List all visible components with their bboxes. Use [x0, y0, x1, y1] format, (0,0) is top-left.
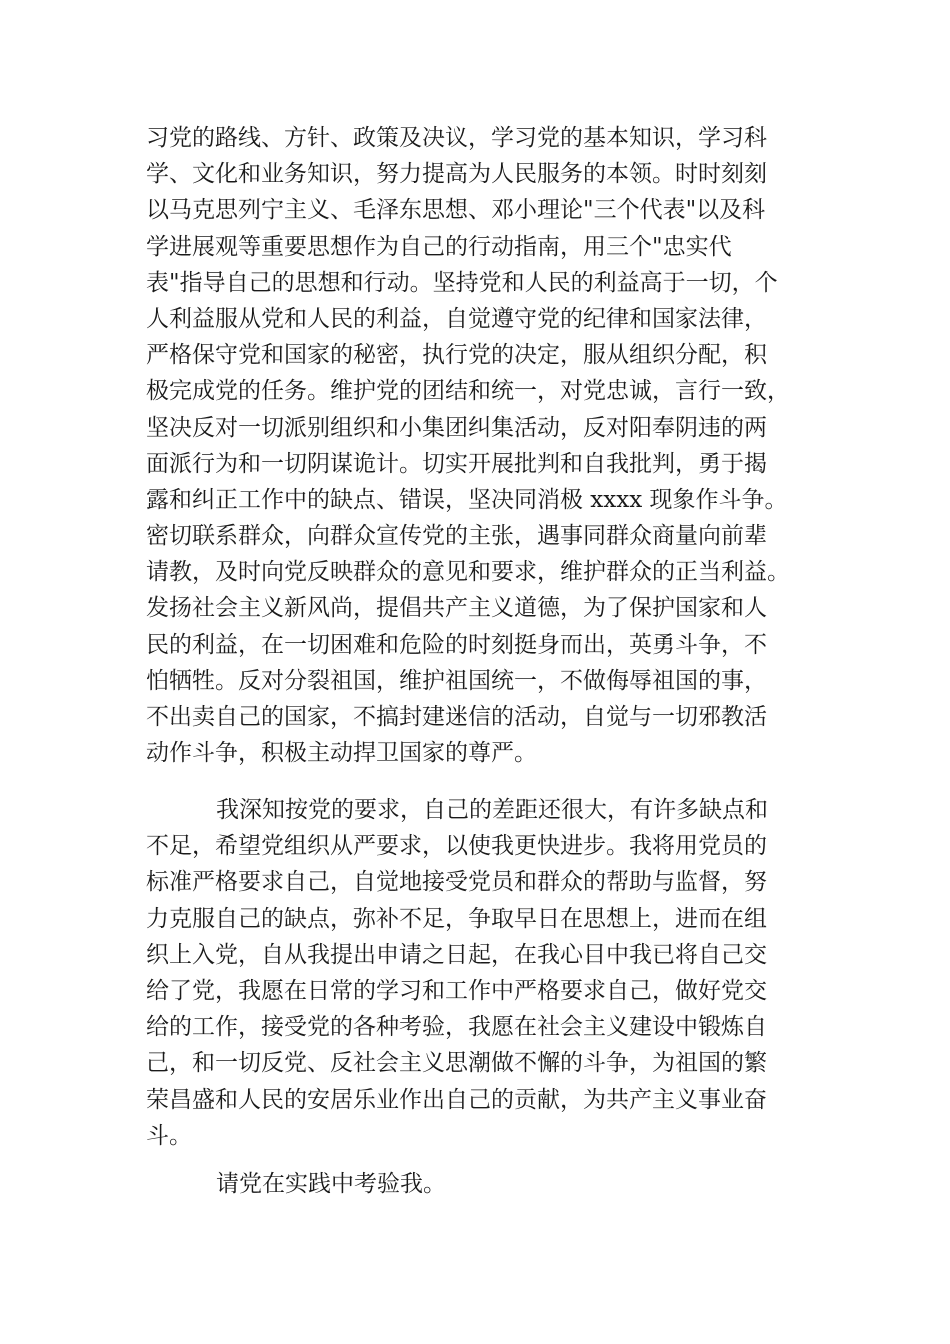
- text-line: 给的工作，接受党的各种考验，我愿在社会主义建设中锻炼自: [146, 1014, 767, 1041]
- text-line: 习党的路线、方针、政策及决议，学习党的基本知识，学习科: [146, 125, 767, 151]
- text-line: 力克服自己的缺点，弥补不足，争取早日在思想上，进而在组: [146, 905, 767, 932]
- text-line: 密切联系群众，向群众宣传党的主张，遇事同群众商量向前辈: [146, 523, 767, 550]
- text-line: 面派行为和一切阴谋诡计。切实开展批判和自我批判，勇于揭: [146, 450, 767, 477]
- text-line: 人利益服从党和人民的利益，自觉遵守党的纪律和国家法律，: [146, 305, 767, 332]
- text-line: 露和纠正工作中的缺点、错误，坚决同消极 xxxx 现象作斗争。: [146, 486, 788, 513]
- text-line: 学、文化和业务知识，努力提高为人民服务的本领。时时刻刻: [146, 161, 767, 188]
- text-line: 学进展观等重要思想作为自己的行动指南，用三个"忠实代: [146, 233, 732, 260]
- text-line: 荣昌盛和人民的安居乐业作出自己的贡献，为共产主义事业奋: [146, 1086, 767, 1113]
- text-line: 坚决反对一切派别组织和小集团纠集活动，反对阳奉阴违的两: [146, 414, 767, 441]
- text-line: 极完成党的任务。维护党的团结和统一，对党忠诚，言行一致，: [146, 378, 790, 405]
- text-line: 以马克思列宁主义、毛泽东思想、邓小理论"三个代表"以及科: [146, 197, 766, 224]
- text-line: 织上入党，自从我提出申请之日起，在我心目中我已将自己交: [146, 941, 767, 968]
- text-line: 怕牺牲。反对分裂祖国，维护祖国统一，不做侮辱祖国的事，: [146, 667, 767, 694]
- paragraph-1: [146, 120, 810, 771]
- text-line: 动作斗争，积极主动捍卫国家的尊严。: [146, 740, 537, 767]
- text-line: 不出卖自己的国家，不搞封建迷信的活动，自觉与一切邪教活: [146, 704, 767, 730]
- text-line: 严格保守党和国家的秘密，执行党的决定，服从组织分配，积: [146, 342, 767, 369]
- text-line: 请教，及时向党反映群众的意见和要求，维护群众的正当利益。: [146, 559, 790, 586]
- text-line: 给了党，我愿在日常的学习和工作中严格要求自己，做好党交: [146, 977, 767, 1004]
- paragraph-3: [146, 1166, 810, 1202]
- text-line: 发扬社会主义新风尚，提倡共产主义道德，为了保护国家和人: [146, 595, 767, 622]
- paragraph-2: [146, 792, 810, 1154]
- text-line: 表"指导自己的思想和行动。坚持党和人民的利益高于一切，个: [146, 269, 778, 296]
- text-line: 请党在实践中考验我。: [216, 1171, 446, 1197]
- text-line: 己，和一切反党、反社会主义思潮做不懈的斗争，为祖国的繁: [146, 1050, 767, 1077]
- text-line: 不足，希望党组织从严要求，以使我更快进步。我将用党员的: [146, 833, 767, 860]
- text-line: 标准严格要求自己，自觉地接受党员和群众的帮助与监督，努: [146, 869, 767, 896]
- text-line: 民的利益，在一切困难和危险的时刻挺身而出，英勇斗争，不: [146, 631, 767, 658]
- text-line: 我深知按党的要求，自己的差距还很大，有许多缺点和: [216, 797, 768, 823]
- text-line: 斗。: [146, 1122, 192, 1149]
